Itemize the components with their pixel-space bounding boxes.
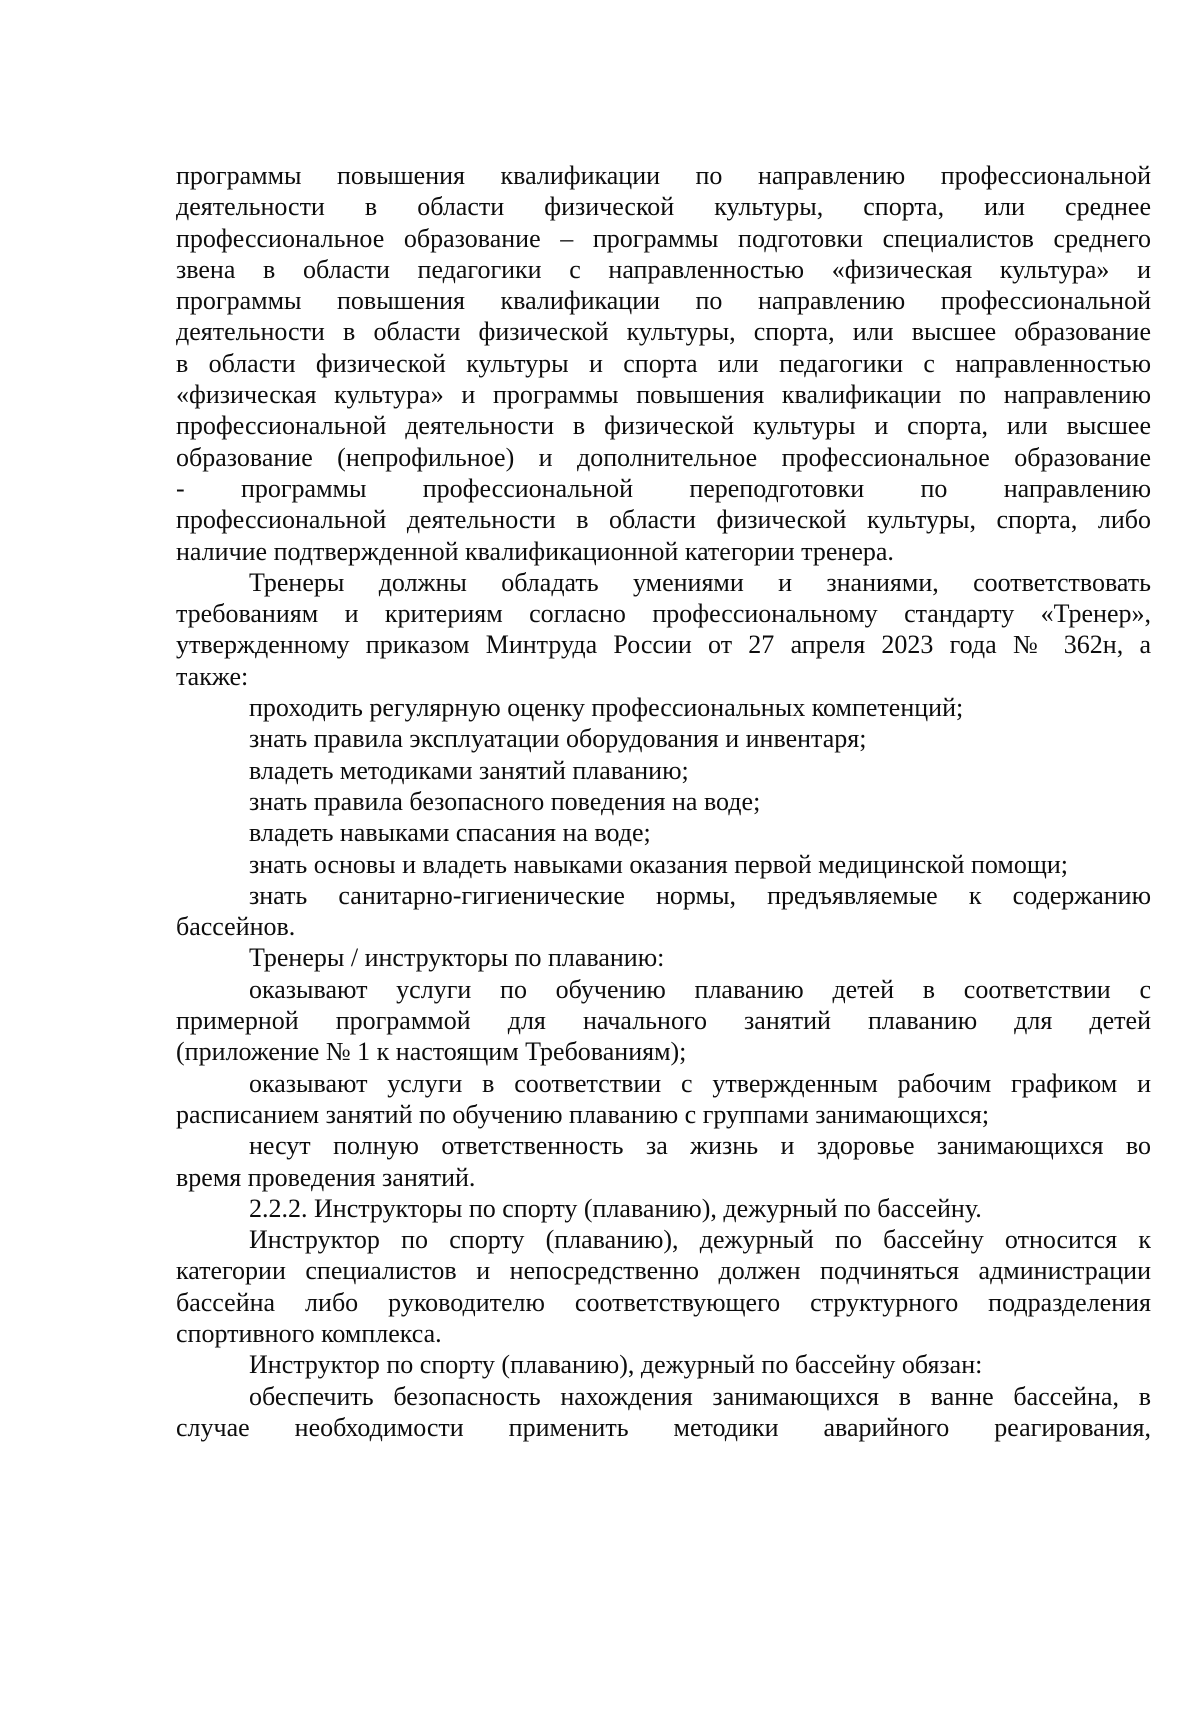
text-line: Инструктор по спорту (плаванию), дежурный по бассейну относится к [249,1225,1151,1255]
text-line: профессиональной деятельности в области физической культуры, спорта, либо [176,505,1151,535]
text-line: звена в области педагогики с направленностью «физическая культура» и [176,254,1151,284]
text-line: время проведения занятий. [176,1162,476,1192]
text-line: бассейна либо руководителю соответствующего структурного подразделения [176,1287,1151,1317]
text-line: программы повышения квалификации по направлению профессиональной [176,286,1151,316]
text-line: в области физической культуры и спорта или педагогики с направленностью [176,348,1151,378]
text-line: программы повышения квалификации по направлению профессиональной [176,161,1151,190]
text-line: бассейнов. [176,912,296,942]
text-line: 2.2.2. Инструкторы по спорту (плаванию), дежурный по бассейну. [249,1193,982,1223]
text-line: оказывают услуги в соответствии с утвержденным рабочим графиком и [249,1068,1151,1098]
text-line: образование (непрофильное) и дополнительное профессиональное образование [176,442,1151,472]
text-line: требованиям и критериям согласно профессиональному стандарту «Тренер», [176,599,1151,629]
document-body [176,160,1151,1443]
text-line: обеспечить безопасность нахождения занимающихся в ванне бассейна, в [249,1381,1151,1411]
text-line: деятельности в области физической культуры, спорта, или среднее [176,192,1151,222]
text-line: (приложение № 1 к настоящим Требованиям); [176,1037,687,1067]
text-line: владеть навыками спасания на воде; [249,818,651,848]
text-line: знать основы и владеть навыками оказания первой медицинской помощи; [249,849,1068,879]
text-line: деятельности в области физической культуры, спорта, или высшее образование [176,317,1151,347]
text-line: знать санитарно-гигиенические нормы, предъявляемые к содержанию [249,880,1151,910]
text-line: оказывают услуги по обучению плаванию детей в соответствии с [249,974,1151,1004]
text-line: Инструктор по спорту (плаванию), дежурный по бассейну обязан: [249,1350,983,1380]
text-line: знать правила эксплуатации оборудования и инвентаря; [249,724,867,754]
text-line: «физическая культура» и программы повышения квалификации по направлению [176,380,1151,410]
text-line: владеть методиками занятий плаванию; [249,755,689,785]
text-line: случае необходимости применить методики аварийного реагирования, [176,1412,1151,1442]
text-line: расписанием занятий по обучению плаванию с группами занимающихся; [176,1099,990,1129]
text-line: профессиональной деятельности в физической культуры и спорта, или высшее [176,411,1151,441]
text-line: - программы профессиональной переподготовки по направлению [176,473,1151,503]
text-line: примерной программой для начального занятий плаванию для детей [176,1006,1151,1036]
text-line: несут полную ответственность за жизнь и здоровье занимающихся во [249,1131,1151,1161]
text-line: профессиональное образование – программы подготовки специалистов среднего [176,223,1151,253]
text-line: знать правила безопасного поведения на воде; [249,786,761,816]
text-line: также: [176,661,249,691]
text-line: категории специалистов и непосредственно должен подчиняться администрации [176,1256,1151,1286]
text-line: спортивного комплекса. [176,1318,442,1348]
text-line: Тренеры / инструкторы по плаванию: [249,943,665,973]
text-line: Тренеры должны обладать умениями и знаниями, соответствовать [249,567,1151,597]
text-line: проходить регулярную оценку профессиональных компетенций; [249,693,964,723]
text-line: утвержденному приказом Минтруда России от 27 апреля 2023 года № 362н, а [176,630,1151,660]
text-line: наличие подтвержденной квалификационной категории тренера. [176,536,894,566]
